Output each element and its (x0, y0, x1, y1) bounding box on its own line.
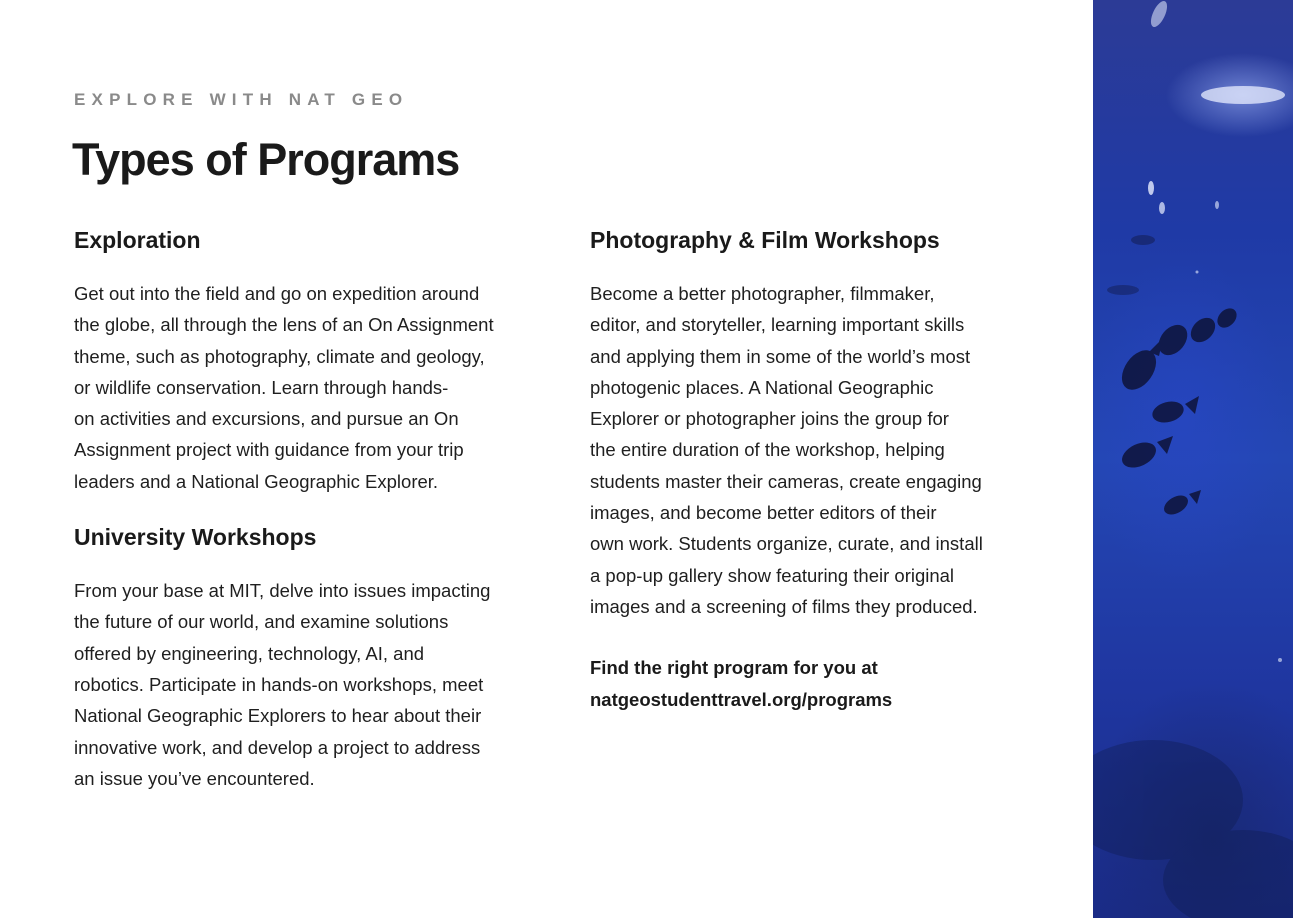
page-title: Types of Programs (72, 134, 460, 185)
left-column (74, 224, 554, 794)
photography-film-heading: Photography & Film Workshops (590, 227, 940, 253)
fish-school-illustration (1093, 0, 1293, 918)
programs-link-callout[interactable]: Find the right program for you at natgeostudenttravel.org/programs (590, 657, 893, 710)
eyebrow-label: EXPLORE WITH NAT GEO (74, 90, 409, 109)
underwater-photo (1093, 0, 1293, 918)
exploration-text: Get out into the field and go on expedition around the globe, all through the lens of an On Assignment theme, such as photography, climate and geology, or wildlife conservation. Learn through hands- on activities and excursions, and pursue an On Assignment project with guidance from your trip leaders and a National Geographic Explorer. (74, 283, 494, 492)
right-column (590, 224, 1030, 715)
exploration-heading: Exploration (74, 227, 201, 253)
university-workshops-text: From your base at MIT, delve into issues impacting the future of our world, and examine solutions offered by engineering, technology, AI, and robotics. Participate in hands-on workshops, meet National Geographic Explorers to hear about their innovative work, and develop a project to address an issue you’ve encountered. (74, 580, 491, 789)
university-workshops-heading: University Workshops (74, 524, 317, 551)
photography-film-text: Become a better photographer, filmmaker, editor, and storyteller, learning important skills and applying them in some of the world’s most photogenic places. A National Geographic Explorer or photographer joins the group for the entire duration of the workshop, helping students master their cameras, create engaging images, and become better editors of their own work. Students organize, curate, and install a pop-up gallery show featuring their original images and a screening of films they produced. (590, 283, 983, 617)
